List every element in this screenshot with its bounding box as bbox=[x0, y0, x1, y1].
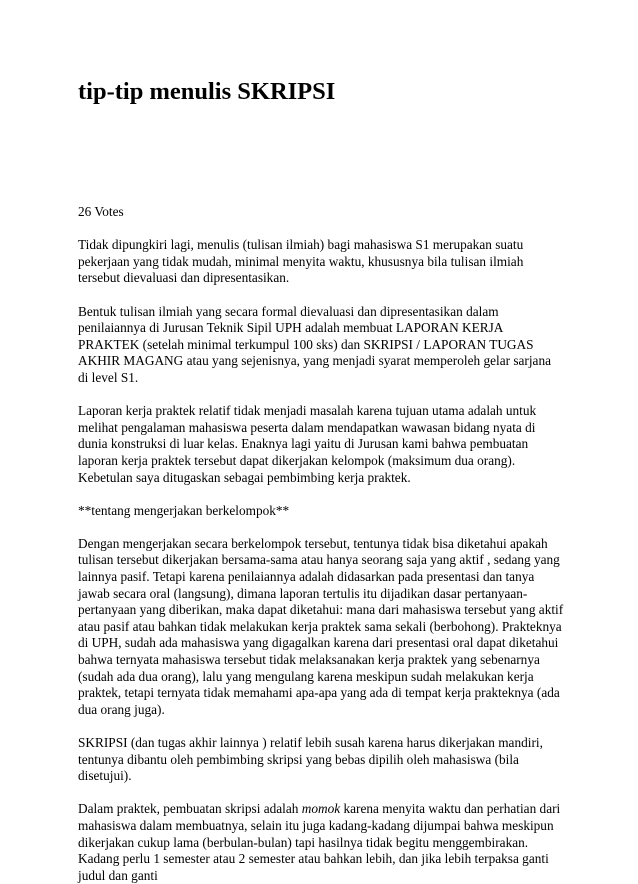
paragraph-laporan-kerja-praktek: Laporan kerja praktek relatif tidak menjadi masalah karena tujuan utama adalah untuk melihat pengalaman mahasiswa peserta dalam mendapatkan wawasan bidang nyata di dunia konstruksi di luar kelas. Enaknya lagi yaitu di Jurusan kami bahwa pembuatan laporan kerja praktek tersebut dapat dikerjakan kelompok (maksimum dua orang). Kebetulan saya ditugaskan sebagai pembimbing kerja praktek. bbox=[78, 403, 537, 485]
paragraph-praktek-skripsi-start: Dalam praktek, pembuatan skripsi adalah bbox=[78, 801, 302, 817]
votes-count: 26 Votes bbox=[78, 204, 124, 219]
paragraph-skripsi: SKRIPSI (dan tugas akhir lainnya ) relatif lebih susah karena harus dikerjakan mandiri, tentunya dibantu oleh pembimbing skripsi yang bebas dipilih oleh mahasiswa (bila disetujui). bbox=[78, 735, 543, 784]
article-body bbox=[78, 204, 564, 884]
paragraph-praktek-skripsi bbox=[78, 801, 564, 884]
paragraph-bentuk-tulisan: Bentuk tulisan ilmiah yang secara formal dievaluasi dan dipresentasikan dalam penilaiannya di Jurusan Teknik Sipil UPH adalah membuat LAPORAN KERJA PRAKTEK (setelah minimal terkumpul 100 sks) dan SKRIPSI / LAPORAN TUGAS AKHIR MAGANG atau yang sejenisnya, yang menjadi syarat memperoleh gelar sarjana di level S1. bbox=[78, 303, 552, 385]
page-title: tip-tip menulis SKRIPSI bbox=[78, 78, 336, 105]
paragraph-berkelompok: Dengan mengerjakan secara berkelompok tersebut, tentunya tidak bisa diketahui apakah tulisan tersebut dikerjakan bersama-sama atau hanya seorang saja yang aktif , sedang yang lainnya pasif. Tetapi karena penilaiannya adalah didasarkan pada presentasi dan tanya jawab secara oral (langsung), dimana laporan tertulis itu dijadikan dasar pertanyaan-pertanyaan yang diberikan, maka dapat diketahui: mana dari mahasiswa tersebut yang aktif atau pasif atau bahkan tidak melakukan kerja praktek sama sekali (berbohong). Prakteknya di UPH, sudah ada mahasiswa yang digagalkan karena dari presentasi oral dapat diketahui bahwa ternyata mahasiswa tersebut tidak melaksanakan kerja praktek yang sebenarnya (sudah ada dua orang), lalu yang mengulang karena meskipun sudah melakukan kerja praktek, tetapi ternyata tidak memahami apa-apa yang ada di tempat kerja prakteknya (ada dua orang juga). bbox=[78, 535, 564, 717]
emphasis-momok: momok bbox=[301, 801, 341, 817]
paragraph-section-heading: **tentang mengerjakan berkelompok** bbox=[78, 502, 290, 518]
paragraph-intro: Tidak dipungkiri lagi, menulis (tulisan ilmiah) bagi mahasiswa S1 merupakan suatu pekerjaan yang tidak mudah, minimal menyita waktu, khususnya bila tulisan ilmiah tersebut dievaluasi dan dipresentasikan. bbox=[78, 237, 524, 286]
paragraph-praktek-skripsi-end: karena menyita waktu dan perhatian dari mahasiswa dalam membuatnya, selain itu juga kadang-kadang dijumpai bahwa meskipun dikerjakan cukup lama (berbulan-bulan) tapi hasilnya tidak begitu menggembirakan. Kadang perlu 1 semester atau 2 semester atau bahkan lebih, dan jika lebih terpaksa ganti judul dan ganti bbox=[78, 801, 561, 883]
